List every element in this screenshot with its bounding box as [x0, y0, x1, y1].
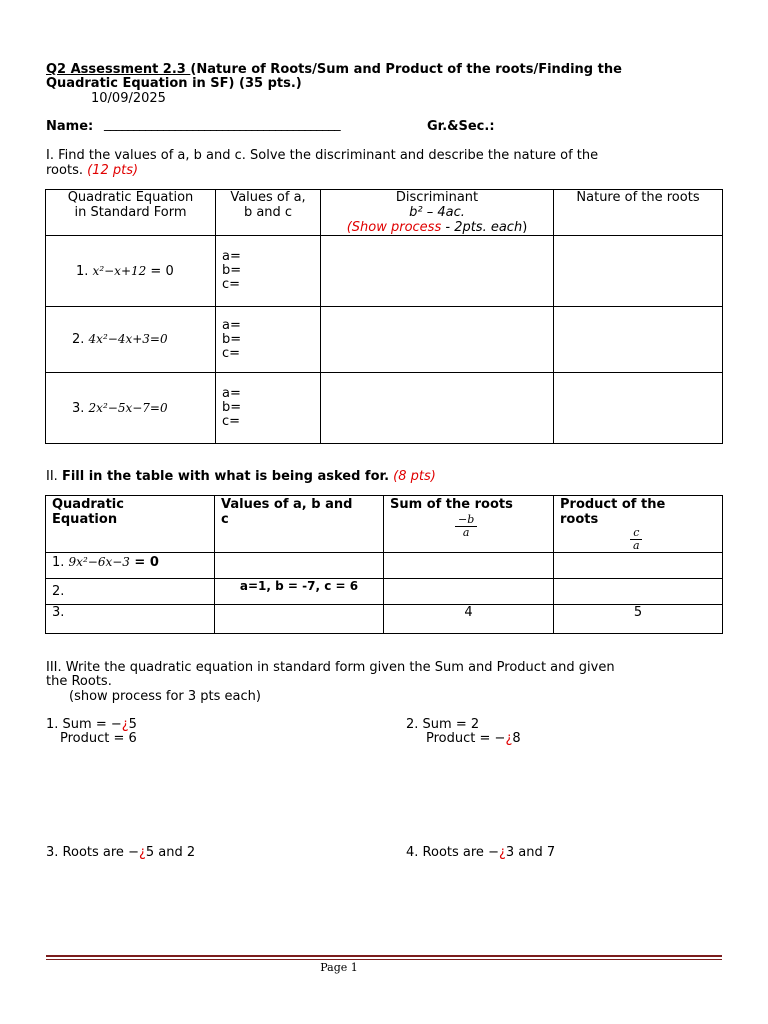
p3-i2-prod-value: 8 [512, 731, 521, 746]
p1-r1-eq: x²−x+12 [92, 263, 147, 278]
a-label: a= [222, 249, 241, 264]
product-fraction [560, 525, 722, 552]
p1-r2-discriminant-cell[interactable] [321, 307, 554, 373]
p2-h1-l1: Quadratic [52, 497, 124, 512]
p3-i1-prod-label: Product = [60, 731, 129, 746]
part1-header-row [46, 190, 723, 236]
title-underlined: Q2 Assessment 2.3 [46, 62, 191, 77]
p1-h4: Nature of the roots [576, 190, 700, 205]
show-process-text: (Show process [346, 220, 442, 235]
p3-i4-label: 4. Roots are [406, 845, 489, 860]
b-label: b= [222, 331, 242, 347]
close-paren: ) [522, 220, 528, 235]
p1-header-values [216, 190, 321, 236]
p3-i3-label: 3. Roots are [46, 845, 129, 860]
part1-row-1 [46, 236, 723, 307]
p2-r2-sum[interactable] [384, 579, 554, 605]
p2-r1-equation [46, 553, 215, 579]
p2-r3-values[interactable] [215, 605, 384, 634]
p2-h4-l2: roots [560, 512, 599, 527]
p2-r2-values: a=1, b = -7, c = 6 [215, 579, 384, 605]
p1-header-equation [46, 190, 216, 236]
b-label: b= [222, 400, 242, 415]
date-text: 10/09/2025 [91, 91, 166, 106]
p3-i2-sum-label: 2. Sum = [406, 717, 471, 732]
part1-instruction-line2 [46, 163, 138, 178]
grade-section-label: Gr.&Sec.: [427, 119, 495, 134]
part1-instruction-line1: I. Find the values of a, b and c. Solve the discriminant and describe the nature of the [46, 148, 599, 163]
part2-row-1 [46, 553, 723, 579]
part2-points: (8 pts) [393, 469, 436, 484]
part1-roots-text: roots. [46, 163, 83, 178]
sum-frac-den: a [462, 526, 470, 539]
p1-r2-nature-cell[interactable] [554, 307, 723, 373]
p2-r1-num: 1. [52, 555, 65, 570]
p2-r3-num: 3. [52, 605, 65, 620]
p1-header-discriminant [321, 190, 554, 236]
p2-header-product [554, 496, 723, 553]
part2-row-2 [46, 579, 723, 605]
p3-i2-minus: − [494, 731, 506, 746]
part3-item-3 [46, 845, 195, 860]
part2-header-row [46, 496, 723, 553]
c-label: c= [222, 345, 241, 361]
p3-i3-mark: ¿ [138, 845, 146, 860]
footer-rule-thin [46, 959, 722, 960]
p1-r3-values[interactable] [216, 373, 321, 444]
footer-rule-thick [46, 955, 722, 957]
p1-h3-show [321, 220, 553, 235]
p1-h3-l1: Discriminant [395, 190, 479, 205]
assessment-title [46, 62, 622, 77]
sum-frac-num: −b [455, 514, 477, 527]
p2-r1-rhs: = 0 [129, 555, 159, 570]
p1-r3-equation [46, 373, 216, 444]
p3-i3-value: 5 and 2 [145, 845, 196, 860]
p1-r1-equation [46, 236, 216, 307]
part3-item-4 [406, 845, 555, 860]
p3-i4-mark: ¿ [498, 845, 506, 860]
part3-instruction-line1: III. Write the quadratic equation in standard form given the Sum and Product and given [46, 660, 615, 675]
p3-i2-sum-value: 2 [470, 717, 480, 732]
p1-h1-l2: in Standard Form [74, 205, 187, 220]
p3-i1-minus: − [110, 717, 122, 732]
part3-item-1-product [60, 731, 137, 746]
p2-r3-product: 5 [554, 605, 723, 634]
p2-r3-equation[interactable] [46, 605, 215, 634]
p1-r3-discriminant-cell[interactable] [321, 373, 554, 444]
p1-r1-values[interactable] [216, 236, 321, 307]
p1-r3-num: 3. [72, 400, 85, 416]
p1-r3-nature-cell[interactable] [554, 373, 723, 444]
part2-instruction [46, 469, 436, 484]
p1-r2-values[interactable] [216, 307, 321, 373]
p2-r1-values[interactable] [215, 553, 384, 579]
p2-header-equation [46, 496, 215, 553]
p2-h4-l1: Product of the [560, 497, 666, 512]
p2-r2-product[interactable] [554, 579, 723, 605]
p1-header-nature [554, 190, 723, 236]
part3-item-2-sum [406, 717, 479, 732]
b-label: b= [222, 263, 242, 278]
p3-i4-value: 3 and 7 [505, 845, 556, 860]
prod-frac-den: a [633, 539, 640, 552]
p2-h2-l2: c [221, 512, 229, 527]
title-line2: Quadratic Equation in SF) (35 pts.) [46, 76, 302, 91]
p1-h1-l1: Quadratic Equation [67, 190, 194, 205]
p3-i2-mark: ¿ [505, 731, 513, 746]
sum-fraction [390, 512, 553, 539]
p3-i3-minus: − [128, 845, 139, 860]
p1-r1-rhs: = 0 [146, 263, 174, 279]
p2-h2-l1: Values of a, b and [221, 497, 353, 512]
p3-i2-prod-label: Product = [426, 731, 495, 746]
c-label: c= [222, 414, 241, 429]
p3-i1-sum-label: 1. Sum = [46, 717, 111, 732]
part2-prefix: II. [46, 469, 62, 484]
p1-r2-eq: 4x²−4x+3=0 [88, 332, 168, 346]
p2-r3-sum: 4 [384, 605, 554, 634]
p2-r1-product[interactable] [554, 553, 723, 579]
part1-points: (12 pts) [87, 163, 139, 178]
p3-i1-prod-value: 6 [128, 731, 137, 746]
part2-row-3 [46, 605, 723, 634]
p1-r1-num: 1. [76, 263, 89, 279]
p2-r2-equation[interactable] [46, 579, 215, 605]
title-rest: (Nature of Roots/Sum and Product of the roots/Finding the [190, 62, 622, 77]
p2-r2-num: 2. [52, 584, 65, 599]
p2-r1-sum[interactable] [384, 553, 554, 579]
p1-h2-l2: b and c [243, 205, 293, 220]
name-blank-line[interactable]: ________________________________________ [104, 117, 341, 132]
a-label: a= [222, 317, 241, 333]
p2-h1-l2: Equation [52, 512, 118, 527]
part3-item-1-sum [46, 717, 137, 732]
name-label: Name: [46, 119, 94, 134]
p2-h3: Sum of the roots [390, 497, 513, 512]
p1-r1-nature-cell[interactable] [554, 236, 723, 307]
discriminant-formula: b² – 4ac. [409, 205, 465, 220]
p3-i1-mark: ¿ [121, 717, 129, 732]
p2-header-sum [384, 496, 554, 553]
p1-r1-discriminant-cell[interactable] [321, 236, 554, 307]
part1-row-3 [46, 373, 723, 444]
part2-bold-text: Fill in the table with what is being asked for. [61, 469, 390, 484]
p1-r3-eq: 2x²−5x−7=0 [88, 400, 168, 415]
part2-table [45, 495, 723, 634]
p3-i1-sum-value: 5 [128, 717, 137, 732]
part3-instruction-line2: the Roots. [46, 674, 112, 689]
part3-instruction-line3: (show process for 3 pts each) [69, 689, 261, 704]
part3-item-2-product [426, 731, 521, 746]
part1-row-2 [46, 307, 723, 373]
p2-header-values [215, 496, 384, 553]
c-label: c= [222, 277, 241, 292]
p1-h2-l1: Values of a, [230, 190, 306, 205]
a-label: a= [222, 386, 241, 401]
p1-r2-num: 2. [72, 332, 85, 347]
part1-table [45, 189, 723, 444]
page-number: Page 1 [320, 961, 358, 974]
prod-frac-num: c [630, 527, 642, 540]
p1-r2-equation [46, 307, 216, 373]
p3-i4-minus: − [488, 845, 499, 860]
pts-each-text: - 2pts. each [441, 220, 523, 235]
p2-r1-eq: 9x²−6x−3 [68, 555, 130, 569]
